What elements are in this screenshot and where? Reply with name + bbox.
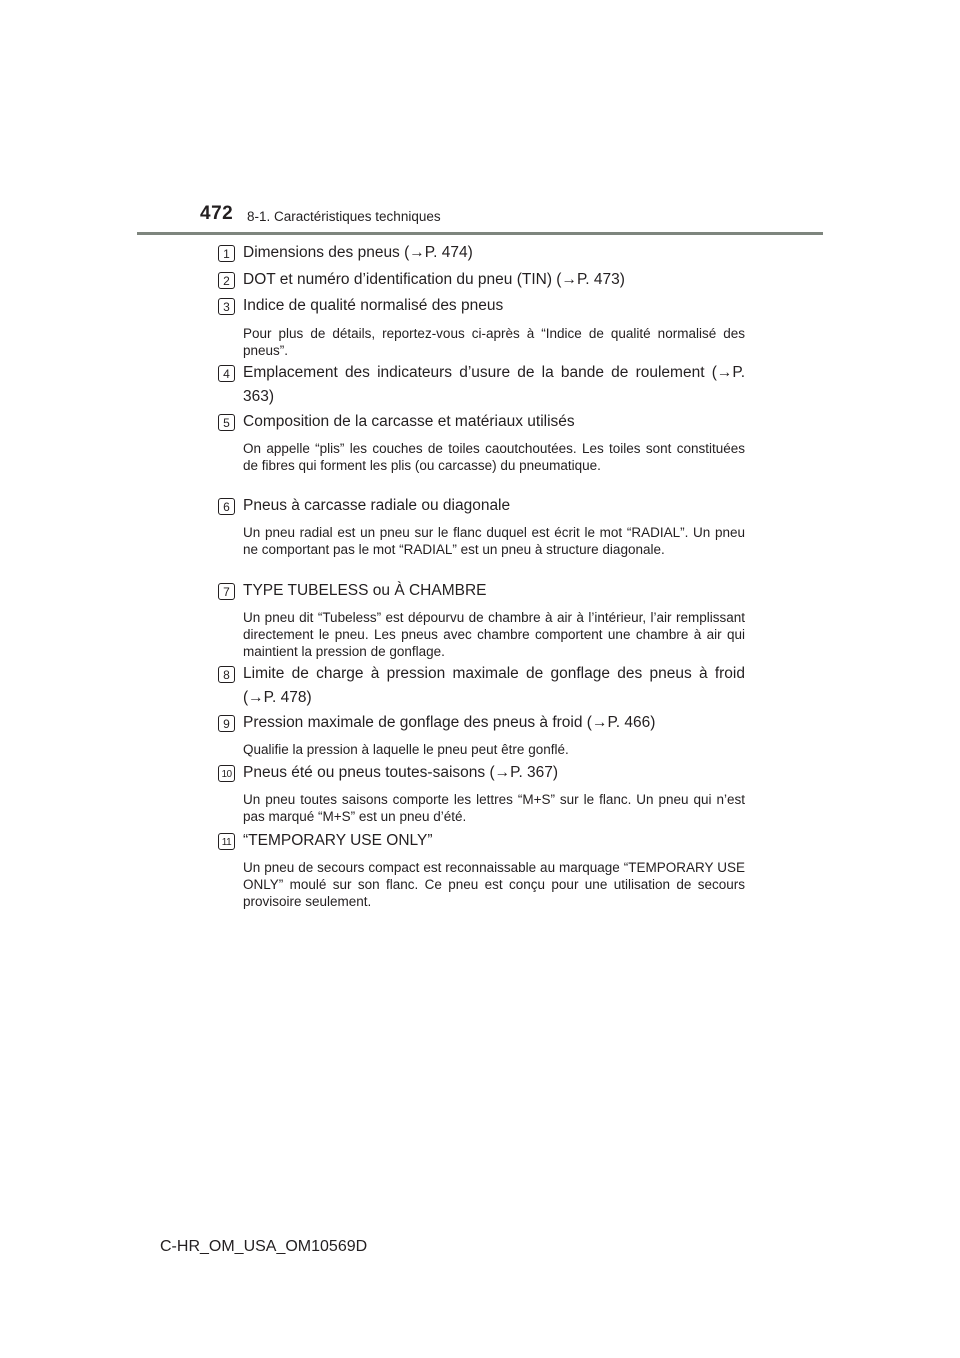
item-number-badge: 2 bbox=[218, 272, 235, 289]
item-description: Un pneu de secours compact est reconnaissable au marquage “TEMPORARY USE ONLY” moulé sur son flanc. Ce pneu est conçu pour une utilisation de secours provisoire seulement. bbox=[243, 860, 745, 909]
item-description: Qualifie la pression à laquelle le pneu peut être gonflé. bbox=[243, 742, 569, 757]
item-description: Pour plus de détails, reportez-vous ci-après à “Indice de qualité normalisé des pneus”. bbox=[243, 326, 745, 358]
item-description: On appelle “plis” les couches de toiles caoutchoutées. Les toiles sont constituées de fibres qui forment les plis (ou carcasse) du pneumatique. bbox=[243, 441, 745, 473]
page-number: 472 bbox=[200, 203, 234, 224]
item-number-badge: 11 bbox=[218, 833, 235, 850]
item-number-badge: 5 bbox=[218, 414, 235, 431]
item-number-badge: 1 bbox=[218, 245, 235, 262]
item-number-badge: 8 bbox=[218, 666, 235, 683]
item-title: Indice de qualité normalisé des pneus bbox=[243, 297, 504, 314]
item-title: Pneus à carcasse radiale ou diagonale bbox=[243, 497, 511, 514]
item-title: “TEMPORARY USE ONLY” bbox=[243, 832, 433, 849]
item-number-badge: 9 bbox=[218, 715, 235, 732]
item-number-badge: 6 bbox=[218, 498, 235, 515]
header-rule bbox=[137, 232, 823, 235]
item-title: Dimensions des pneus (→P. 474) bbox=[243, 244, 473, 261]
item-number-badge: 10 bbox=[218, 765, 235, 782]
item-description: Un pneu dit “Tubeless” est dépourvu de chambre à air à l’intérieur, l’air remplissant directement le pneu. Les pneus avec chambre comportent une chambre à air qui maintient la pression de gonflage. bbox=[243, 610, 745, 659]
item-number-badge: 7 bbox=[218, 583, 235, 600]
item-title: Limite de charge à pression maximale de gonflage des pneus à froid (→P. 478) bbox=[243, 665, 745, 706]
item-title: Emplacement des indicateurs d’usure de la bande de roulement (→P. 363) bbox=[243, 364, 745, 405]
item-title: Pression maximale de gonflage des pneus à froid (→P. 466) bbox=[243, 714, 656, 731]
item-number-badge: 3 bbox=[218, 298, 235, 315]
item-title: DOT et numéro d’identification du pneu (TIN) (→P. 473) bbox=[243, 271, 625, 288]
document-code: C-HR_OM_USA_OM10569D bbox=[160, 1238, 368, 1255]
item-title: Composition de la carcasse et matériaux utilisés bbox=[243, 413, 575, 430]
section-title: 8-1. Caractéristiques techniques bbox=[247, 209, 441, 224]
item-number-badge: 4 bbox=[218, 365, 235, 382]
item-description: Un pneu toutes saisons comporte les lettres “M+S” sur le flanc. Un pneu qui n’est pas marqué “M+S” est un pneu d’été. bbox=[243, 792, 745, 824]
item-title: Pneus été ou pneus toutes-saisons (→P. 367) bbox=[243, 764, 559, 781]
item-title: TYPE TUBELESS ou À CHAMBRE bbox=[243, 582, 487, 599]
item-description: Un pneu radial est un pneu sur le flanc duquel est écrit le mot “RADIAL”. Un pneu ne comportant pas le mot “RADIAL” est un pneu à structure diagonale. bbox=[243, 525, 745, 557]
